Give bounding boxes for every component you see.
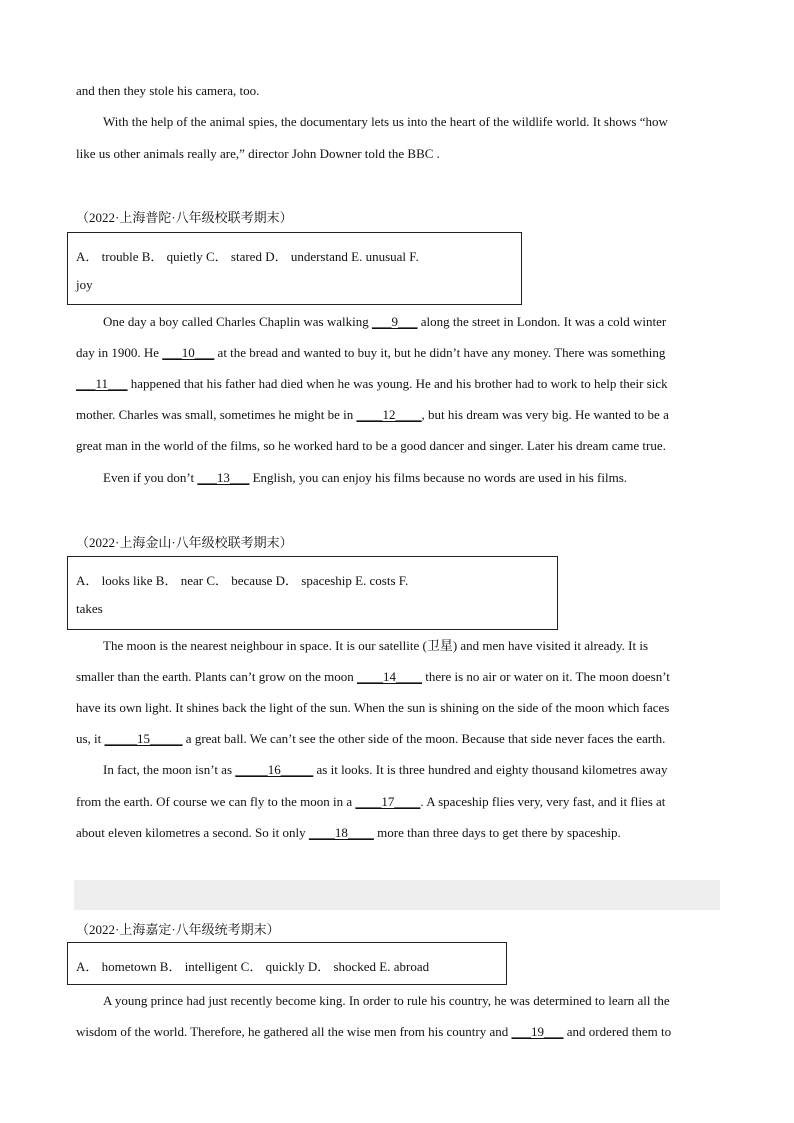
section1-options-row1: A． trouble B． quietly C． stared D． understand E. unusual F. [76, 249, 419, 264]
blank-12[interactable]: ____12____ [356, 407, 422, 422]
s2-p1-line-2: have its own light. It shines back the light of the sun. When the sun is shining on the side of the moon which faces [76, 700, 670, 715]
blank-17[interactable]: ____17____ [355, 794, 421, 809]
section1-source: （2022·上海普陀·八年级校联考期末） [76, 210, 293, 225]
s1-p1-line-0: One day a boy called Charles Chaplin was walking ___9___ along the street in London. It was a cold winter [103, 314, 667, 329]
section2-options-box [67, 556, 558, 630]
blank-9[interactable]: ___9___ [371, 314, 418, 329]
s3-p1-line-0: A young prince had just recently become king. In order to rule his country, he was determined to learn all the [103, 993, 670, 1008]
intro-line-3: like us other animals really are,” director John Downer told the BBC . [76, 146, 440, 161]
blank-10[interactable]: ___10___ [162, 345, 215, 360]
section1-options-row2: joy [76, 277, 93, 292]
blank-18[interactable]: ____18____ [308, 825, 374, 840]
s2-p2-line-1: from the earth. Of course we can fly to the moon in a ____17____. A spaceship flies very, very fast, and it flies at [76, 794, 666, 809]
s2-p1-line-3: us, it _____15_____ a great ball. We can’t see the other side of the moon. Because that side never faces the earth. [76, 731, 666, 746]
section2-options-row2: takes [76, 601, 103, 616]
s2-p1-line-1: smaller than the earth. Plants can’t grow on the moon ____14____ there is no air or water on it. The moon doesn’t [76, 669, 670, 684]
section1-options-box [67, 232, 522, 305]
section3-options-row1: A． hometown B． intelligent C． quickly D． shocked E. abroad [76, 959, 430, 974]
s1-p1-line-4: great man in the world of the films, so he worked hard to be a good dancer and singer. Later his dream came true. [76, 438, 666, 453]
s3-p1-line-1: wisdom of the world. Therefore, he gathered all the wise men from his country and ___19___ and ordered them to [76, 1024, 672, 1039]
blank-16[interactable]: _____16_____ [235, 762, 314, 777]
section2-options-row1: A． looks like B． near C． because D． spaceship E. costs F. [76, 573, 409, 588]
blank-15[interactable]: _____15_____ [104, 731, 183, 746]
s1-p1-line-3: mother. Charles was small, sometimes he might be in ____12____, but his dream was very big. He wanted to be a [76, 407, 669, 422]
gray-separator-band [74, 880, 720, 910]
intro-line-2: With the help of the animal spies, the documentary lets us into the heart of the wildlife world. It shows “how [103, 114, 668, 129]
s2-p1-line-0: The moon is the nearest neighbour in space. It is our satellite (卫星) and men have visited it already. It is [103, 638, 649, 653]
s1-p2-line-0: Even if you don’t ___13___ English, you can enjoy his films because no words are used in his films. [103, 470, 628, 485]
s2-p2-line-0: In fact, the moon isn’t as _____16_____ as it looks. It is three hundred and eighty thousand kilometres away [103, 762, 668, 777]
s2-p2-line-2: about eleven kilometres a second. So it only ____18____ more than three days to get there by spaceship. [76, 825, 621, 840]
section2-source: （2022·上海金山·八年级校联考期末） [76, 535, 293, 550]
blank-11[interactable]: ___11___ [76, 376, 128, 391]
section3-source: （2022·上海嘉定·八年级统考期末） [76, 922, 280, 937]
blank-19[interactable]: ___19___ [511, 1024, 564, 1039]
s1-p1-line-1: day in 1900. He ___10___ at the bread and wanted to buy it, but he didn’t have any money. There was something [76, 345, 666, 360]
section3-options-box [67, 942, 507, 985]
blank-13[interactable]: ___13___ [197, 470, 250, 485]
intro-line-1: and then they stole his camera, too. [76, 83, 260, 98]
s1-p1-line-2: ___11___ happened that his father had died when he was young. He and his brother had to work to help their sick [76, 376, 668, 391]
blank-14[interactable]: ____14____ [357, 669, 422, 684]
